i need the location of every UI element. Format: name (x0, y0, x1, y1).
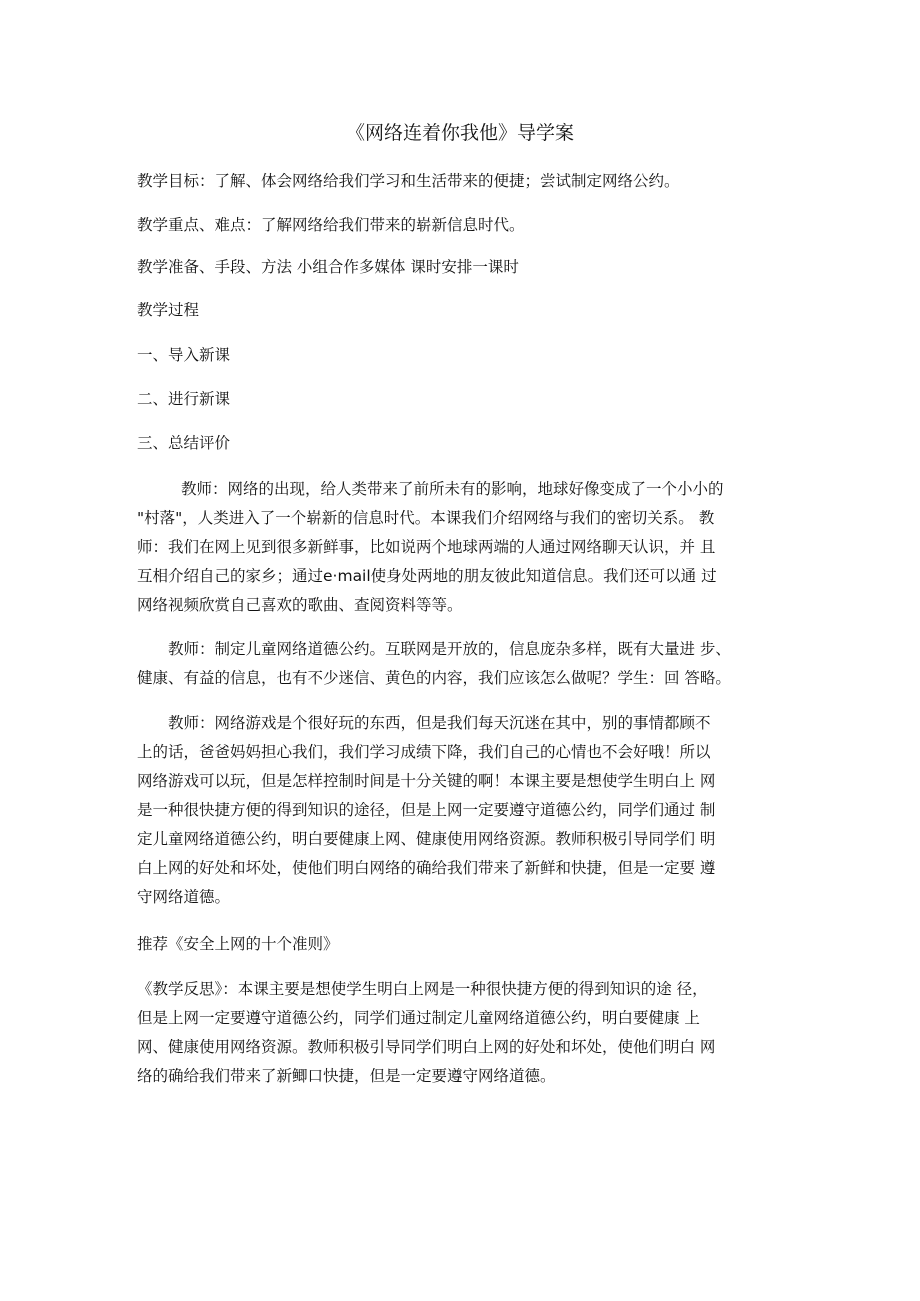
paragraph-line: 是一种很快捷方便的得到知识的途径，但是上网一定要遵守道德公约，同学们通过 制 (137, 801, 716, 819)
paragraph-line: 定儿童网络道德公约，明白要健康上网、健康使用网络资源。教师积极引导同学们 明 (137, 830, 716, 848)
key-points: 教学重点、难点：了解网络给我们带来的崭新信息时代。 (137, 216, 525, 234)
paragraph-line: 《教学反思》：本课主要是想使学生明白上网是一种很快捷方便的得到知识的途 径， (137, 980, 708, 998)
paragraph-line: 教师：制定儿童网络道德公约。互联网是开放的，信息庞杂多样，既有大量进 步、 (168, 640, 731, 658)
step-item: 二、进行新课 (137, 390, 231, 408)
paragraph-line: 教师：网络的出现，给人类带来了前所未有的影响，地球好像变成了一个小小的 (181, 480, 724, 498)
process-heading: 教学过程 (137, 301, 200, 319)
paragraph-line: 白上网的好处和坏处，使他们明白网络的确给我们带来了新鲜和快捷，但是一定要 遵 (137, 859, 716, 877)
recommendation: 推荐《安全上网的十个准则》 (137, 935, 339, 953)
paragraph-line: 上的话，爸爸妈妈担心我们，我们学习成绩下降，我们自己的心情也不会好哦！所以 (137, 743, 711, 761)
document-title: 《网络连着你我他》导学案 (345, 122, 574, 144)
step-item: 一、导入新课 (137, 346, 231, 364)
paragraph-line: 网络游戏可以玩，但是怎样控制时间是十分关键的啊！本课主要是想使学生明白上 网 (137, 772, 716, 790)
paragraph-line: "村落"，人类进入了一个崭新的信息时代。本课我们介绍网络与我们的密切关系。 教 (137, 509, 715, 527)
teaching-objectives: 教学目标：了解、体会网络给我们学习和生活带来的便捷；尝试制定网络公约。 (137, 172, 680, 190)
paragraph-line: 师：我们在网上见到很多新鲜事，比如说两个地球两端的人通过网络聊天认识，并 且 (137, 538, 716, 556)
paragraph-line: 络的确给我们带来了新鲫口快捷，但是一定要遵守网络道德。 (137, 1067, 556, 1085)
paragraph-line: 健康、有益的信息，也有不少迷信、黄色的内容，我们应该怎么做呢？学生：回 答略。 (137, 669, 731, 687)
paragraph-line: 守网络道德。 (137, 888, 231, 906)
paragraph-line: 网、健康使用网络资源。教师积极引导同学们明白上网的好处和坏处，使他们明白 网 (137, 1038, 716, 1056)
step-item: 三、总结评价 (137, 434, 231, 452)
paragraph-line: 互相介绍自己的家乡；通过e·mail使身处两地的朋友彼此知道信息。我们还可以通 过 (137, 567, 717, 585)
paragraph-line: 教师：网络游戏是个很好玩的东西，但是我们每天沉迷在其中，别的事情都顾不 (168, 714, 711, 732)
paragraph-line: 但是上网一定要遵守道德公约，同学们通过制定儿童网络道德公约，明白要健康 上 (137, 1009, 700, 1027)
paragraph-line: 网络视频欣赏自己喜欢的歌曲、查阅资料等等。 (137, 596, 463, 614)
teaching-preparation: 教学准备、手段、方法 小组合作多媒体 课时安排一课时 (137, 258, 519, 276)
